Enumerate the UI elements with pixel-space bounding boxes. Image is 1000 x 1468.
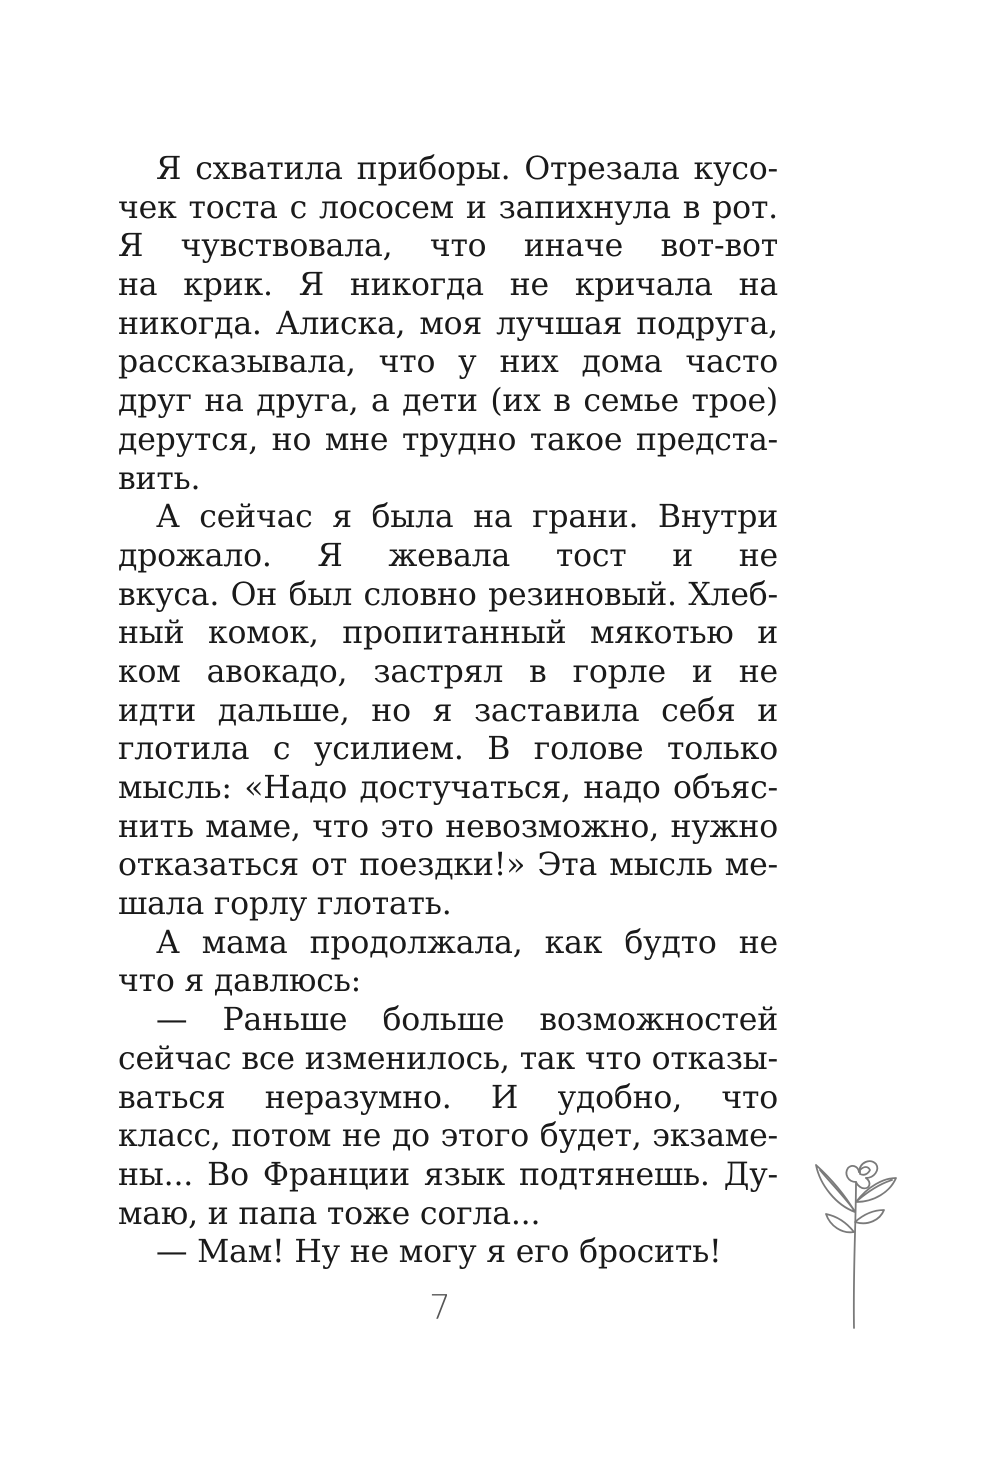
text-line: ком авокадо, застрял в горле и не — [118, 653, 778, 690]
flower-sketch-icon — [812, 1120, 912, 1330]
text-line: шала горлу глотать. — [118, 886, 452, 923]
text-line: сейчас все изменилось, так что отказы- — [118, 1040, 778, 1077]
text-line: ный комок, пропитанный мякотью и — [118, 615, 778, 652]
text-line: чек тоста с лососем и запихнула в рот. — [118, 189, 778, 226]
text-line: на крик. Я никогда не кричала на — [118, 267, 778, 304]
text-line: мысль: «Надо достучаться, надо объяс- — [118, 770, 778, 806]
text-line: — Раньше больше возможностей — [156, 1002, 778, 1039]
body-text — [118, 150, 778, 1272]
text-line: маю, и папа тоже согла... — [118, 1195, 541, 1232]
text-line: идти дальше, но я заставила себя и — [118, 692, 778, 729]
text-line: вить. — [118, 460, 201, 497]
text-line: друг на друга, а дети (их в семье трое) — [118, 383, 778, 420]
page-number: 7 — [429, 1288, 451, 1328]
text-line: отказаться от поездки!» Эта мысль ме- — [118, 847, 778, 884]
text-line: рассказывала, что у них дома часто — [118, 344, 778, 381]
text-line: дрожало. Я жевала тост и не — [118, 537, 778, 574]
text-line: никогда. Алиска, моя лучшая подруга, — [118, 305, 778, 342]
text-line: ваться неразумно. И удобно, что — [118, 1079, 778, 1116]
text-line: — Мам! Ну не могу я его бросить! — [156, 1234, 722, 1271]
text-line: Я схватила приборы. Отрезала кусо- — [156, 151, 778, 187]
text-line: вкуса. Он был словно резиновый. Хлеб- — [118, 576, 778, 613]
text-line: А мама продолжала, как будто не — [156, 924, 778, 961]
text-line: дерутся, но мне трудно такое предста- — [118, 421, 778, 458]
text-line: что я давлюсь: — [118, 963, 362, 1000]
text-line: нить маме, что это невозможно, нужно — [118, 808, 778, 845]
text-line: Я чувствовала, что иначе вот-вот — [118, 228, 778, 265]
text-line: ны... Во Франции язык подтянешь. Ду- — [118, 1156, 778, 1193]
text-line: класс, потом не до этого будет, экзаме- — [118, 1118, 778, 1155]
text-line: глотила с усилием. В голове только — [118, 731, 778, 768]
text-line: А сейчас я была на грани. Внутри — [156, 499, 778, 536]
